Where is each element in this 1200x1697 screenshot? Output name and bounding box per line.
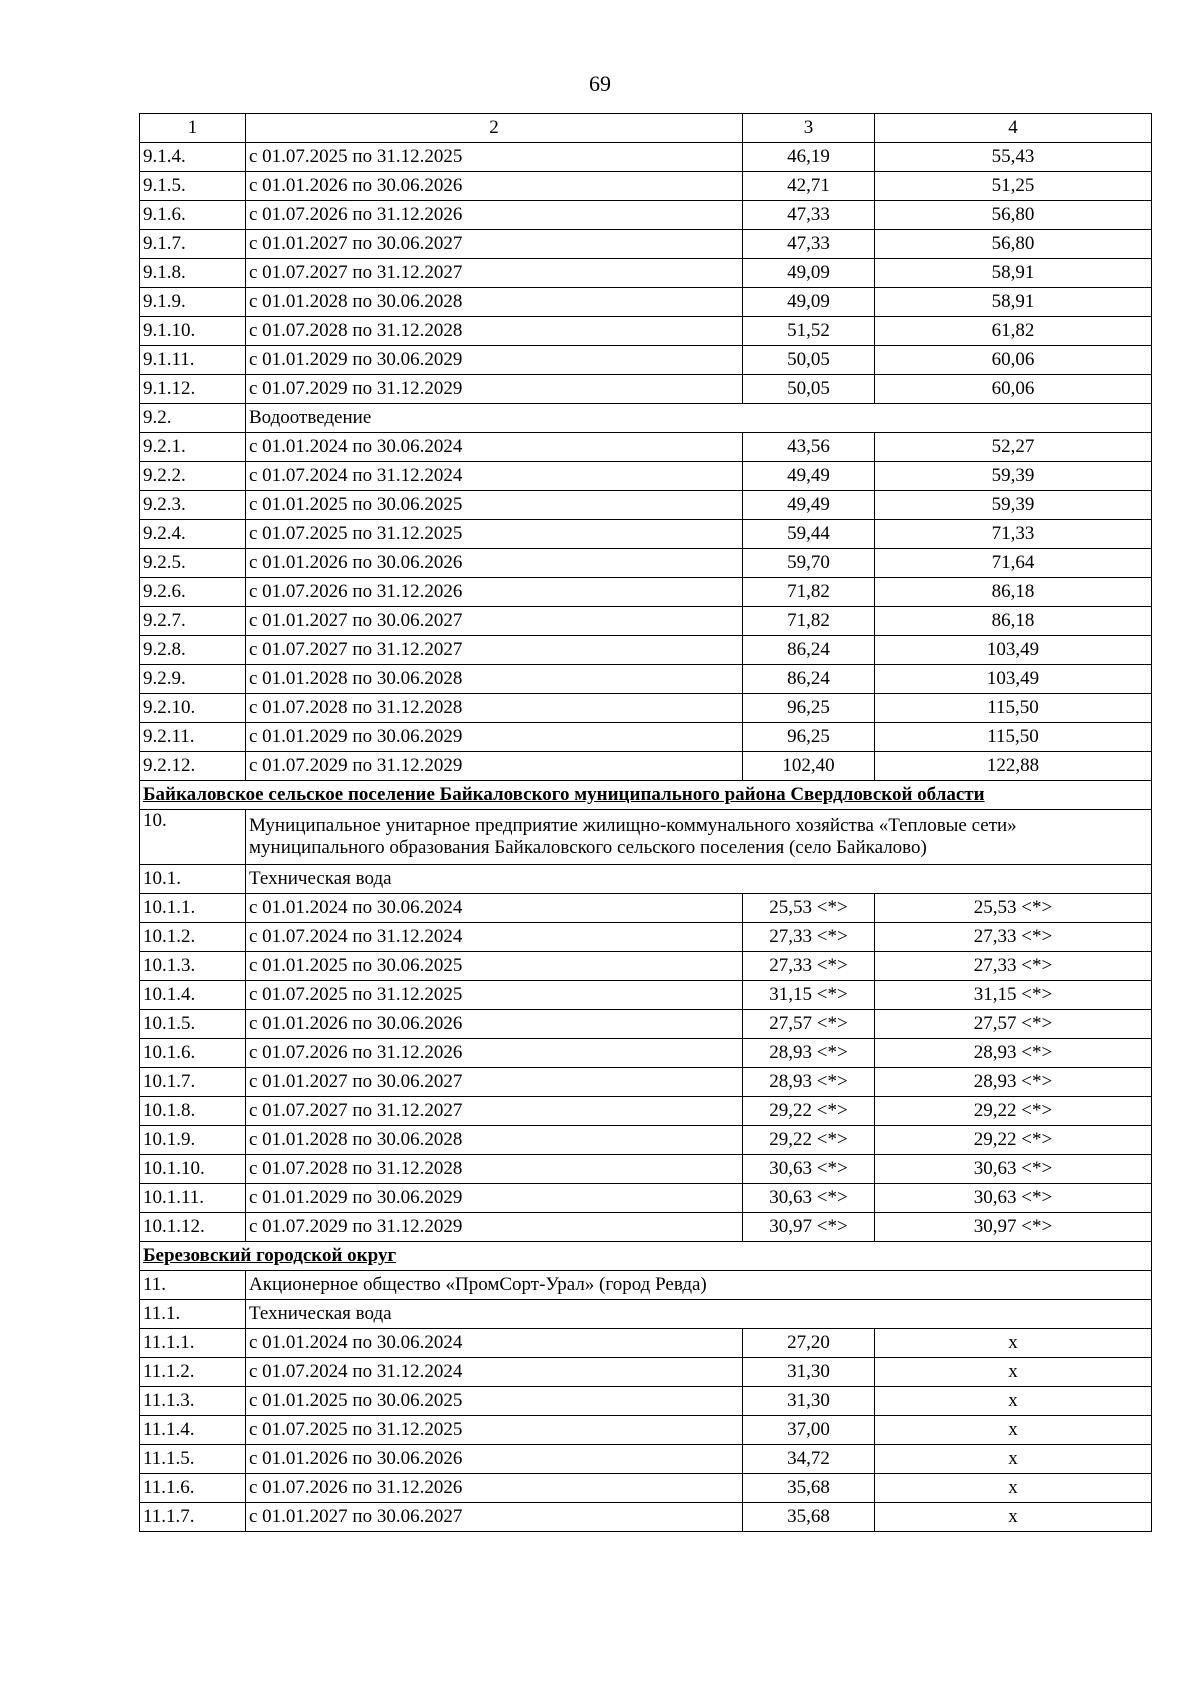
value-col4-cell: 86,18 xyxy=(875,607,1152,636)
value-col4-cell: 115,50 xyxy=(875,723,1152,752)
value-col3-cell: 71,82 xyxy=(743,578,875,607)
table-row xyxy=(140,1387,1152,1416)
table-row xyxy=(140,1010,1152,1039)
value-col4-cell: 59,39 xyxy=(875,462,1152,491)
table-row xyxy=(140,230,1152,259)
value-col4-cell: 28,93 <*> xyxy=(875,1039,1152,1068)
value-col4-cell: 29,22 <*> xyxy=(875,1126,1152,1155)
period-cell: с 01.01.2025 по 30.06.2025 xyxy=(246,952,743,981)
table-row xyxy=(140,894,1152,923)
value-col3-cell: 43,56 xyxy=(743,433,875,462)
period-cell: с 01.07.2027 по 31.12.2027 xyxy=(246,1097,743,1126)
value-col3-cell: 25,53 <*> xyxy=(743,894,875,923)
value-col4-cell: 25,53 <*> xyxy=(875,894,1152,923)
period-cell: с 01.01.2024 по 30.06.2024 xyxy=(246,433,743,462)
table-row xyxy=(140,143,1152,172)
table-row xyxy=(140,317,1152,346)
period-cell: с 01.01.2025 по 30.06.2025 xyxy=(246,1387,743,1416)
row-number-cell: 11.1.7. xyxy=(140,1503,246,1532)
value-col3-cell: 34,72 xyxy=(743,1445,875,1474)
period-cell: с 01.01.2029 по 30.06.2029 xyxy=(246,1184,743,1213)
table-row xyxy=(140,201,1152,230)
row-number-cell: 9.2.5. xyxy=(140,549,246,578)
header-cell: 4 xyxy=(875,114,1152,143)
row-number-cell: 9.1.4. xyxy=(140,143,246,172)
section-title-cell: Муниципальное унитарное предприятие жилищно-коммунального хозяйства «Тепловые сети» муниципального образования Байкаловского сельского поселения (село Байкалово) xyxy=(246,810,1152,865)
period-cell: с 01.01.2028 по 30.06.2028 xyxy=(246,665,743,694)
value-col4-cell: 30,63 <*> xyxy=(875,1184,1152,1213)
row-number-cell: 9.1.5. xyxy=(140,172,246,201)
row-number-cell: 11.1.2. xyxy=(140,1358,246,1387)
row-number-cell: 11.1.1. xyxy=(140,1329,246,1358)
section-row xyxy=(140,404,1152,433)
value-col4-cell: 103,49 xyxy=(875,636,1152,665)
value-col4-cell: 28,93 <*> xyxy=(875,1068,1152,1097)
region-heading: Березовский городской округ xyxy=(140,1242,1152,1271)
value-col3-cell: 30,63 <*> xyxy=(743,1155,875,1184)
period-cell: с 01.07.2027 по 31.12.2027 xyxy=(246,636,743,665)
section-row xyxy=(140,865,1152,894)
period-cell: с 01.01.2026 по 30.06.2026 xyxy=(246,1010,743,1039)
period-cell: с 01.07.2026 по 31.12.2026 xyxy=(246,1039,743,1068)
period-cell: с 01.07.2026 по 31.12.2026 xyxy=(246,578,743,607)
value-col3-cell: 86,24 xyxy=(743,665,875,694)
value-col4-cell: 60,06 xyxy=(875,346,1152,375)
table-row xyxy=(140,1126,1152,1155)
table-row xyxy=(140,491,1152,520)
row-number-cell: 9.2.10. xyxy=(140,694,246,723)
tariff-table xyxy=(139,113,1152,1532)
row-number-cell: 9.2.3. xyxy=(140,491,246,520)
value-col4-cell: 58,91 xyxy=(875,259,1152,288)
section-title-cell: Акционерное общество «ПромСорт-Урал» (город Ревда) xyxy=(246,1271,1152,1300)
table-row xyxy=(140,1097,1152,1126)
period-cell: с 01.01.2026 по 30.06.2026 xyxy=(246,549,743,578)
period-cell: с 01.01.2025 по 30.06.2025 xyxy=(246,491,743,520)
period-cell: с 01.01.2028 по 30.06.2028 xyxy=(246,288,743,317)
table-row xyxy=(140,923,1152,952)
period-cell: с 01.07.2026 по 31.12.2026 xyxy=(246,201,743,230)
value-col4-cell: 103,49 xyxy=(875,665,1152,694)
value-col3-cell: 49,09 xyxy=(743,288,875,317)
value-col3-cell: 27,33 <*> xyxy=(743,952,875,981)
value-col3-cell: 59,70 xyxy=(743,549,875,578)
table-row xyxy=(140,952,1152,981)
period-cell: с 01.07.2025 по 31.12.2025 xyxy=(246,1416,743,1445)
row-number-cell: 10.1.11. xyxy=(140,1184,246,1213)
value-col4-cell: 52,27 xyxy=(875,433,1152,462)
table-row xyxy=(140,981,1152,1010)
table-row xyxy=(140,375,1152,404)
period-cell: с 01.01.2027 по 30.06.2027 xyxy=(246,230,743,259)
value-col4-cell: x xyxy=(875,1503,1152,1532)
value-col3-cell: 96,25 xyxy=(743,723,875,752)
value-col3-cell: 50,05 xyxy=(743,375,875,404)
value-col4-cell: 122,88 xyxy=(875,752,1152,781)
section-number-cell: 10.1. xyxy=(140,865,246,894)
value-col3-cell: 30,97 <*> xyxy=(743,1213,875,1242)
section-title-cell: Техническая вода xyxy=(246,865,1152,894)
row-number-cell: 9.2.4. xyxy=(140,520,246,549)
table-row xyxy=(140,172,1152,201)
row-number-cell: 9.2.11. xyxy=(140,723,246,752)
table-row xyxy=(140,259,1152,288)
section-title-cell: Техническая вода xyxy=(246,1300,1152,1329)
period-cell: с 01.07.2029 по 31.12.2029 xyxy=(246,375,743,404)
row-number-cell: 9.1.12. xyxy=(140,375,246,404)
value-col3-cell: 31,30 xyxy=(743,1358,875,1387)
period-cell: с 01.07.2024 по 31.12.2024 xyxy=(246,923,743,952)
table-row xyxy=(140,1068,1152,1097)
value-col3-cell: 27,57 <*> xyxy=(743,1010,875,1039)
value-col3-cell: 51,52 xyxy=(743,317,875,346)
value-col4-cell: 29,22 <*> xyxy=(875,1097,1152,1126)
table-row xyxy=(140,694,1152,723)
value-col4-cell: 71,33 xyxy=(875,520,1152,549)
period-cell: с 01.01.2024 по 30.06.2024 xyxy=(246,894,743,923)
section-row xyxy=(140,1271,1152,1300)
value-col3-cell: 49,49 xyxy=(743,462,875,491)
row-number-cell: 10.1.8. xyxy=(140,1097,246,1126)
value-col4-cell: 31,15 <*> xyxy=(875,981,1152,1010)
page-number: 69 xyxy=(589,71,611,96)
value-col3-cell: 27,20 xyxy=(743,1329,875,1358)
value-col3-cell: 28,93 <*> xyxy=(743,1039,875,1068)
row-number-cell: 9.1.6. xyxy=(140,201,246,230)
value-col3-cell: 35,68 xyxy=(743,1474,875,1503)
table-row xyxy=(140,1358,1152,1387)
value-col3-cell: 28,93 <*> xyxy=(743,1068,875,1097)
period-cell: с 01.01.2027 по 30.06.2027 xyxy=(246,607,743,636)
section-row xyxy=(140,1300,1152,1329)
value-col4-cell: 86,18 xyxy=(875,578,1152,607)
row-number-cell: 9.1.11. xyxy=(140,346,246,375)
row-number-cell: 9.1.8. xyxy=(140,259,246,288)
table-row xyxy=(140,433,1152,462)
table-row xyxy=(140,288,1152,317)
value-col4-cell: 56,80 xyxy=(875,230,1152,259)
period-cell: с 01.07.2028 по 31.12.2028 xyxy=(246,1155,743,1184)
row-number-cell: 9.1.9. xyxy=(140,288,246,317)
table-row xyxy=(140,1213,1152,1242)
section-number-cell: 11.1. xyxy=(140,1300,246,1329)
row-number-cell: 10.1.7. xyxy=(140,1068,246,1097)
period-cell: с 01.07.2029 по 31.12.2029 xyxy=(246,1213,743,1242)
row-number-cell: 9.1.10. xyxy=(140,317,246,346)
value-col3-cell: 30,63 <*> xyxy=(743,1184,875,1213)
value-col3-cell: 47,33 xyxy=(743,201,875,230)
value-col3-cell: 29,22 <*> xyxy=(743,1126,875,1155)
period-cell: с 01.01.2027 по 30.06.2027 xyxy=(246,1068,743,1097)
value-col3-cell: 31,15 <*> xyxy=(743,981,875,1010)
period-cell: с 01.01.2029 по 30.06.2029 xyxy=(246,346,743,375)
section-title-cell: Водоотведение xyxy=(246,404,1152,433)
row-number-cell: 10.1.1. xyxy=(140,894,246,923)
period-cell: с 01.01.2027 по 30.06.2027 xyxy=(246,1503,743,1532)
period-cell: с 01.01.2028 по 30.06.2028 xyxy=(246,1126,743,1155)
value-col3-cell: 49,49 xyxy=(743,491,875,520)
row-number-cell: 11.1.6. xyxy=(140,1474,246,1503)
row-number-cell: 10.1.3. xyxy=(140,952,246,981)
section-number-cell: 9.2. xyxy=(140,404,246,433)
header-cell: 1 xyxy=(140,114,246,143)
value-col3-cell: 27,33 <*> xyxy=(743,923,875,952)
period-cell: с 01.07.2029 по 31.12.2029 xyxy=(246,752,743,781)
table-row xyxy=(140,578,1152,607)
period-cell: с 01.01.2026 по 30.06.2026 xyxy=(246,172,743,201)
value-col3-cell: 46,19 xyxy=(743,143,875,172)
row-number-cell: 9.1.7. xyxy=(140,230,246,259)
value-col3-cell: 42,71 xyxy=(743,172,875,201)
row-number-cell: 10.1.5. xyxy=(140,1010,246,1039)
value-col4-cell: 30,97 <*> xyxy=(875,1213,1152,1242)
row-number-cell: 9.2.1. xyxy=(140,433,246,462)
period-cell: с 01.07.2024 по 31.12.2024 xyxy=(246,1358,743,1387)
value-col4-cell: x xyxy=(875,1387,1152,1416)
section-number-cell: 10. xyxy=(140,810,246,865)
table-row xyxy=(140,636,1152,665)
value-col4-cell: 71,64 xyxy=(875,549,1152,578)
region-heading-row xyxy=(140,781,1152,810)
period-cell: с 01.07.2025 по 31.12.2025 xyxy=(246,981,743,1010)
value-col3-cell: 49,09 xyxy=(743,259,875,288)
value-col4-cell: 27,33 <*> xyxy=(875,952,1152,981)
section-row xyxy=(140,810,1152,865)
value-col3-cell: 47,33 xyxy=(743,230,875,259)
table-header-row xyxy=(140,114,1152,143)
value-col4-cell: x xyxy=(875,1474,1152,1503)
value-col4-cell: 27,33 <*> xyxy=(875,923,1152,952)
row-number-cell: 9.2.6. xyxy=(140,578,246,607)
row-number-cell: 11.1.4. xyxy=(140,1416,246,1445)
value-col4-cell: 58,91 xyxy=(875,288,1152,317)
value-col4-cell: 56,80 xyxy=(875,201,1152,230)
row-number-cell: 10.1.9. xyxy=(140,1126,246,1155)
table-row xyxy=(140,1416,1152,1445)
row-number-cell: 9.2.12. xyxy=(140,752,246,781)
table-row xyxy=(140,549,1152,578)
value-col4-cell: x xyxy=(875,1416,1152,1445)
period-cell: с 01.07.2024 по 31.12.2024 xyxy=(246,462,743,491)
row-number-cell: 10.1.12. xyxy=(140,1213,246,1242)
row-number-cell: 10.1.4. xyxy=(140,981,246,1010)
table-row xyxy=(140,462,1152,491)
period-cell: с 01.07.2025 по 31.12.2025 xyxy=(246,520,743,549)
header-cell: 3 xyxy=(743,114,875,143)
value-col3-cell: 35,68 xyxy=(743,1503,875,1532)
value-col4-cell: 60,06 xyxy=(875,375,1152,404)
table-row xyxy=(140,752,1152,781)
table-row xyxy=(140,1184,1152,1213)
period-cell: с 01.07.2026 по 31.12.2026 xyxy=(246,1474,743,1503)
row-number-cell: 11.1.5. xyxy=(140,1445,246,1474)
table-row xyxy=(140,665,1152,694)
value-col4-cell: 30,63 <*> xyxy=(875,1155,1152,1184)
table-row xyxy=(140,1474,1152,1503)
region-heading: Байкаловское сельское поселение Байкаловского муниципального района Свердловской области xyxy=(140,781,1152,810)
table-row xyxy=(140,1155,1152,1184)
table-row xyxy=(140,723,1152,752)
tariff-table-body xyxy=(140,114,1152,1532)
value-col4-cell: 61,82 xyxy=(875,317,1152,346)
value-col4-cell: 55,43 xyxy=(875,143,1152,172)
table-row xyxy=(140,1445,1152,1474)
value-col3-cell: 37,00 xyxy=(743,1416,875,1445)
value-col3-cell: 59,44 xyxy=(743,520,875,549)
table-row xyxy=(140,1329,1152,1358)
value-col3-cell: 102,40 xyxy=(743,752,875,781)
header-cell: 2 xyxy=(246,114,743,143)
value-col3-cell: 71,82 xyxy=(743,607,875,636)
table-row xyxy=(140,1503,1152,1532)
row-number-cell: 11.1.3. xyxy=(140,1387,246,1416)
period-cell: с 01.07.2027 по 31.12.2027 xyxy=(246,259,743,288)
value-col4-cell: x xyxy=(875,1358,1152,1387)
period-cell: с 01.07.2025 по 31.12.2025 xyxy=(246,143,743,172)
row-number-cell: 9.2.9. xyxy=(140,665,246,694)
period-cell: с 01.07.2028 по 31.12.2028 xyxy=(246,317,743,346)
period-cell: с 01.07.2028 по 31.12.2028 xyxy=(246,694,743,723)
value-col3-cell: 31,30 xyxy=(743,1387,875,1416)
row-number-cell: 9.2.7. xyxy=(140,607,246,636)
value-col4-cell: x xyxy=(875,1445,1152,1474)
region-heading-row xyxy=(140,1242,1152,1271)
value-col3-cell: 50,05 xyxy=(743,346,875,375)
period-cell: с 01.01.2029 по 30.06.2029 xyxy=(246,723,743,752)
value-col4-cell: 27,57 <*> xyxy=(875,1010,1152,1039)
period-cell: с 01.01.2026 по 30.06.2026 xyxy=(246,1445,743,1474)
row-number-cell: 9.2.2. xyxy=(140,462,246,491)
period-cell: с 01.01.2024 по 30.06.2024 xyxy=(246,1329,743,1358)
table-row xyxy=(140,1039,1152,1068)
value-col4-cell: x xyxy=(875,1329,1152,1358)
value-col3-cell: 96,25 xyxy=(743,694,875,723)
section-number-cell: 11. xyxy=(140,1271,246,1300)
value-col3-cell: 29,22 <*> xyxy=(743,1097,875,1126)
table-row xyxy=(140,607,1152,636)
value-col4-cell: 115,50 xyxy=(875,694,1152,723)
table-row xyxy=(140,346,1152,375)
row-number-cell: 10.1.2. xyxy=(140,923,246,952)
value-col4-cell: 51,25 xyxy=(875,172,1152,201)
value-col4-cell: 59,39 xyxy=(875,491,1152,520)
table-row xyxy=(140,520,1152,549)
row-number-cell: 10.1.10. xyxy=(140,1155,246,1184)
row-number-cell: 10.1.6. xyxy=(140,1039,246,1068)
value-col3-cell: 86,24 xyxy=(743,636,875,665)
row-number-cell: 9.2.8. xyxy=(140,636,246,665)
